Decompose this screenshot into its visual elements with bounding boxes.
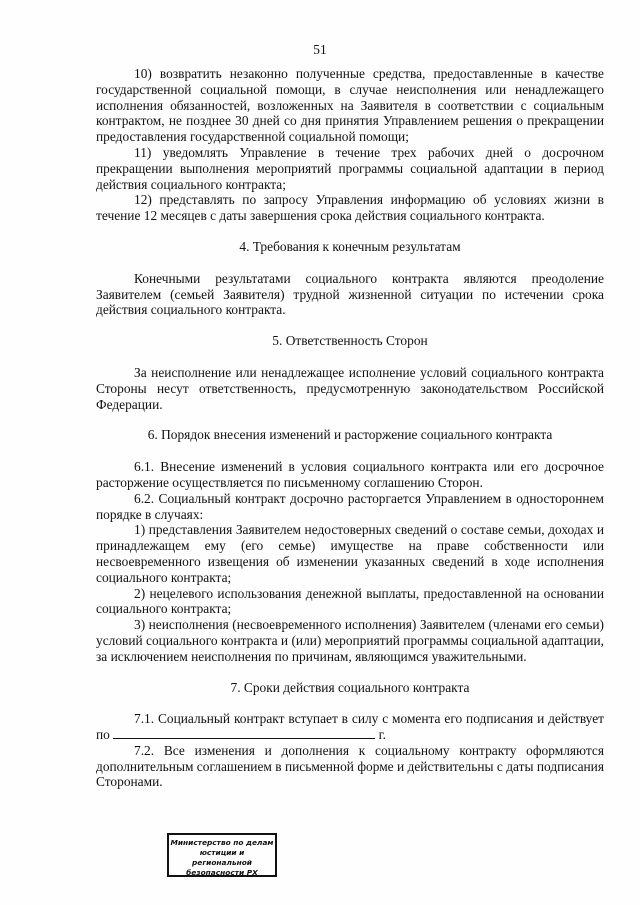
clause-6-2-item-3: 3) неисполнения (несвоевременного исполнения) Заявителем (членами его семьи) условий социального контракта и (или) мероприятий программы социальной адаптации, за исключением неисполнения по причинам, являющимся уважительными. [96, 617, 604, 664]
stamp-line-3: безопасности РХ [186, 868, 258, 877]
item-12: 12) представлять по запросу Управления информацию об условиях жизни в течение 12 месяцев с даты завершения срока действия социального контракта. [96, 192, 604, 224]
clause-7-1 [96, 711, 604, 743]
section-5-text: За неисполнение или ненадлежащее исполнение условий социального контракта Стороны несут ответственность, предусмотренную законодательством Российской Федерации. [96, 364, 604, 412]
section-5-heading: 5. Ответственность Сторон [272, 333, 428, 349]
section-6-heading: 6. Порядок внесения изменений и расторжение социального контракта [147, 427, 553, 443]
section-4-heading: 4. Требования к конечным результатам [239, 238, 461, 254]
clause-6-2-item-1: 1) представления Заявителем недостоверных сведений о составе семьи, доходах и принадлежащем ему (его семье) имуществе на праве собственности или несвоевременного извещения об изменении указанных сведений в ходе исполнения социального контракта; [96, 522, 604, 585]
item-10: 10) возвратить незаконно полученные средства, предоставленные в качестве государственной социальной помощи, в случае неисполнения или ненадлежащего исполнения обязанностей, возложенных на Заявителя в соответствии с социальным контрактом, не позднее 30 дней со дня принятия Управлением решения о прекращении предоставления государственной социальной помощи; [96, 66, 604, 145]
clause-7-2: 7.2. Все изменения и дополнения к социальному контракту оформляются дополнительным соглашением в письменной форме и действительны с даты подписания Сторонами. [96, 742, 604, 790]
section-4-text: Конечными результатами социального контракта являются преодоление Заявителем (семьей Заявителя) трудной жизненной ситуации по истечении срока действия социального контракта. [96, 270, 604, 318]
page-number: 51 [313, 42, 327, 57]
clause-7-1-text: 7.1. Социальный контракт вступает в силу с момента его подписания и действует по [96, 711, 604, 743]
section-7-heading: 7. Сроки действия социального контракта [230, 679, 470, 695]
clause-7-1-suffix: г. [378, 727, 386, 743]
clause-6-2: 6.2. Социальный контракт досрочно расторгается Управлением в одностороннем порядке в случаях: [96, 490, 604, 522]
document-body [96, 66, 604, 790]
clause-6-1: 6.1. Внесение изменений в условия социального контракта или его досрочное расторжение осуществляется по письменному соглашению Сторон. [96, 459, 604, 490]
ministry-stamp [167, 833, 277, 877]
stamp-line-2: юстиции и региональной [192, 848, 252, 867]
stamp-line-1: Министерство по делам [170, 838, 274, 847]
item-11: 11) уведомлять Управление в течение трех рабочих дней о досрочном прекращении выполнения мероприятий программы социальной адаптации в период действия социального контракта; [96, 144, 604, 192]
clause-6-2-item-2: 2) нецелевого использования денежной выплаты, предоставленной на основании социального контракта; [96, 585, 604, 617]
date-blank-line [113, 727, 375, 739]
